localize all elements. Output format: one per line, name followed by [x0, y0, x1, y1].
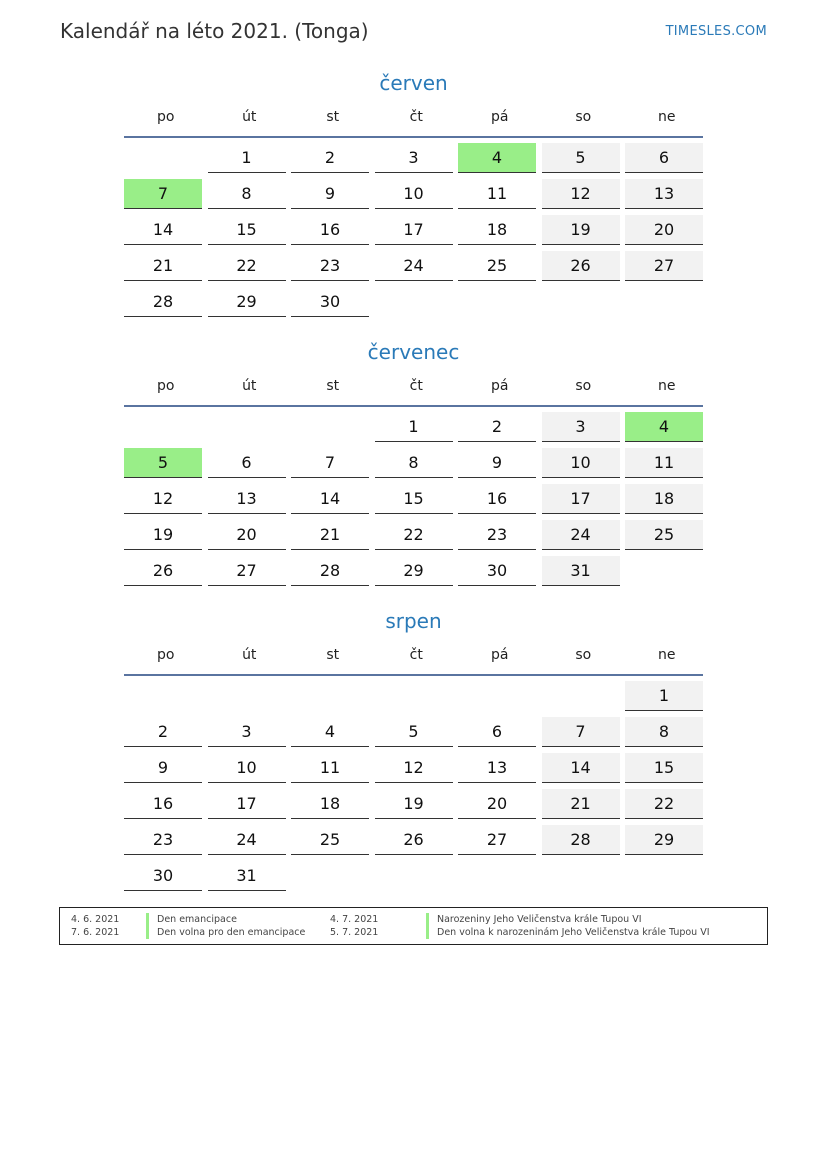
day-cell: 8	[375, 448, 453, 478]
day-cell: 26	[124, 556, 202, 586]
day-cell: 9	[458, 448, 536, 478]
day-cell: 30	[458, 556, 536, 586]
day-cell: 24	[208, 825, 286, 855]
day-cell: 4	[458, 143, 536, 173]
day-cell: 20	[208, 520, 286, 550]
weekday-header	[124, 98, 703, 138]
day-cell: 5	[124, 448, 202, 478]
day-cell: 1	[625, 681, 703, 711]
weekday-label: út	[242, 378, 257, 394]
day-cell: 30	[291, 287, 369, 317]
day-cell: 14	[291, 484, 369, 514]
day-cell: 10	[542, 448, 620, 478]
day-cell: 29	[375, 556, 453, 586]
brand-link[interactable]: TIMESLES.COM	[665, 24, 767, 39]
day-cell: 16	[291, 215, 369, 245]
day-cell: 31	[208, 861, 286, 891]
day-cell: 5	[542, 143, 620, 173]
day-cell: 2	[291, 143, 369, 173]
day-cell: 28	[542, 825, 620, 855]
day-cell: 7	[542, 717, 620, 747]
day-cell: 6	[458, 717, 536, 747]
month-block	[124, 337, 703, 580]
day-cell: 19	[124, 520, 202, 550]
day-cell: 4	[625, 412, 703, 442]
day-cell: 11	[458, 179, 536, 209]
month-name: červenec	[367, 340, 460, 364]
day-cell: 25	[625, 520, 703, 550]
day-cell: 25	[291, 825, 369, 855]
day-cell: 24	[375, 251, 453, 281]
weekday-label: ne	[658, 109, 676, 125]
day-cell: 7	[291, 448, 369, 478]
day-cell: 27	[458, 825, 536, 855]
weekday-label: út	[242, 109, 257, 125]
legend-name: Den volna k narozeninám Jeho Veličenstva krále Tupou VI	[426, 926, 710, 939]
page-title: Kalendář na léto 2021. (Tonga)	[60, 19, 369, 43]
day-cell: 17	[542, 484, 620, 514]
month-name: červen	[379, 71, 448, 95]
day-cell: 13	[625, 179, 703, 209]
day-cell: 28	[124, 287, 202, 317]
weekday-label: čt	[409, 647, 423, 663]
day-cell: 20	[625, 215, 703, 245]
day-cell: 27	[625, 251, 703, 281]
day-cell: 6	[208, 448, 286, 478]
day-cell: 27	[208, 556, 286, 586]
day-cell: 18	[291, 789, 369, 819]
day-cell: 7	[124, 179, 202, 209]
weekday-label: pá	[491, 647, 509, 663]
weekday-label: so	[575, 378, 592, 394]
day-cell: 23	[291, 251, 369, 281]
day-cell: 30	[124, 861, 202, 891]
day-cell: 31	[542, 556, 620, 586]
holiday-legend	[59, 907, 768, 945]
day-cell: 24	[542, 520, 620, 550]
day-cell: 22	[625, 789, 703, 819]
day-cell: 5	[375, 717, 453, 747]
day-cell: 3	[208, 717, 286, 747]
month-name: srpen	[385, 609, 442, 633]
weekday-header	[124, 636, 703, 676]
day-cell: 23	[124, 825, 202, 855]
weekday-label: st	[326, 378, 340, 394]
day-cell: 4	[291, 717, 369, 747]
day-cell: 2	[124, 717, 202, 747]
weekday-label: po	[157, 378, 175, 394]
month-block	[124, 68, 703, 311]
day-cell: 12	[542, 179, 620, 209]
legend-date: 4. 7. 2021	[330, 914, 379, 925]
weekday-label: ne	[658, 647, 676, 663]
legend-date: 4. 6. 2021	[71, 914, 120, 925]
day-cell: 14	[124, 215, 202, 245]
legend-name: Narozeniny Jeho Veličenstva krále Tupou VI	[426, 913, 642, 926]
weekday-label: čt	[409, 378, 423, 394]
legend-name: Den volna pro den emancipace	[146, 926, 305, 939]
day-cell: 18	[625, 484, 703, 514]
day-cell: 17	[208, 789, 286, 819]
day-cell: 3	[542, 412, 620, 442]
day-cell: 12	[124, 484, 202, 514]
legend-date: 5. 7. 2021	[330, 927, 379, 938]
day-cell: 18	[458, 215, 536, 245]
day-cell: 22	[208, 251, 286, 281]
weekday-label: st	[326, 109, 340, 125]
day-cell: 19	[375, 789, 453, 819]
day-cell: 16	[124, 789, 202, 819]
weekday-label: ne	[658, 378, 676, 394]
day-cell: 11	[625, 448, 703, 478]
day-cell: 10	[375, 179, 453, 209]
day-cell: 29	[625, 825, 703, 855]
day-cell: 3	[375, 143, 453, 173]
weekday-label: čt	[409, 109, 423, 125]
weekday-label: pá	[491, 378, 509, 394]
day-cell: 13	[458, 753, 536, 783]
day-cell: 26	[542, 251, 620, 281]
day-cell: 19	[542, 215, 620, 245]
day-cell: 21	[124, 251, 202, 281]
day-cell: 11	[291, 753, 369, 783]
day-cell: 1	[208, 143, 286, 173]
day-cell: 26	[375, 825, 453, 855]
day-cell: 22	[375, 520, 453, 550]
day-cell: 2	[458, 412, 536, 442]
day-cell: 10	[208, 753, 286, 783]
day-cell: 20	[458, 789, 536, 819]
day-cell: 8	[625, 717, 703, 747]
weekday-label: pá	[491, 109, 509, 125]
day-cell: 6	[625, 143, 703, 173]
day-cell: 29	[208, 287, 286, 317]
legend-name: Den emancipace	[146, 913, 237, 926]
day-cell: 23	[458, 520, 536, 550]
day-cell: 28	[291, 556, 369, 586]
weekday-label: so	[575, 109, 592, 125]
weekday-label: út	[242, 647, 257, 663]
month-block	[124, 606, 703, 885]
weekday-label: st	[326, 647, 340, 663]
day-cell: 15	[625, 753, 703, 783]
day-cell: 15	[375, 484, 453, 514]
day-cell: 8	[208, 179, 286, 209]
day-cell: 14	[542, 753, 620, 783]
weekday-label: po	[157, 109, 175, 125]
legend-date: 7. 6. 2021	[71, 927, 120, 938]
day-cell: 15	[208, 215, 286, 245]
weekday-label: po	[157, 647, 175, 663]
day-cell: 9	[291, 179, 369, 209]
weekday-header	[124, 367, 703, 407]
day-cell: 12	[375, 753, 453, 783]
weekday-label: so	[575, 647, 592, 663]
day-cell: 21	[542, 789, 620, 819]
day-cell: 16	[458, 484, 536, 514]
day-cell: 21	[291, 520, 369, 550]
day-cell: 13	[208, 484, 286, 514]
day-cell: 1	[375, 412, 453, 442]
day-cell: 17	[375, 215, 453, 245]
day-cell: 9	[124, 753, 202, 783]
day-cell: 25	[458, 251, 536, 281]
